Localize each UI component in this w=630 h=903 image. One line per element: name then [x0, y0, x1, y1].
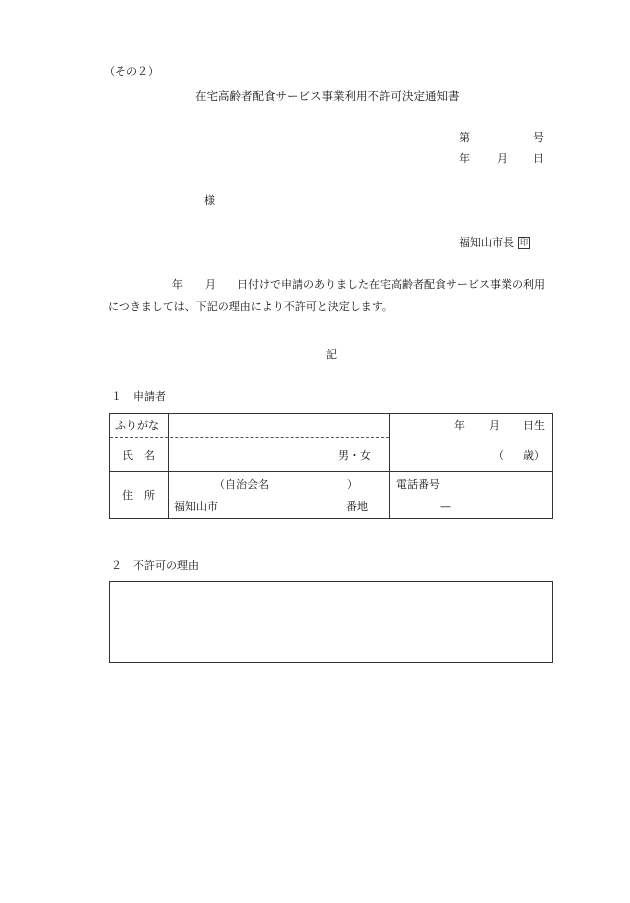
applicant-table	[109, 413, 553, 519]
city-name: 福知山市	[174, 500, 218, 513]
body-month: 月	[205, 278, 216, 291]
sender-name: 福知山市長	[459, 236, 514, 249]
doc-date-month: 月	[497, 152, 508, 165]
birth-month: 月	[489, 419, 500, 432]
name-label: 氏 名	[122, 449, 155, 462]
seal-mark: 印	[520, 238, 528, 247]
section1-heading: １ 申請者	[111, 390, 166, 403]
doc-date-year: 年	[459, 152, 470, 165]
phone-label: 電話番号	[396, 478, 440, 491]
doc-number-suffix: 号	[533, 131, 544, 144]
doc-date-day: 日	[533, 152, 544, 165]
recipient-honorific: 様	[204, 194, 215, 207]
body-line1: 日付けで申請のありました在宅高齢者配食サービス事業の利用	[237, 278, 545, 291]
address-label: 住 所	[122, 489, 155, 502]
age-open: （	[493, 449, 504, 462]
birth-column-divider	[389, 414, 390, 518]
birth-year: 年	[454, 419, 465, 432]
association-close: ）	[347, 478, 358, 491]
section2-heading: ２ 不許可の理由	[111, 559, 199, 572]
ki-marker: 記	[326, 348, 337, 361]
reason-box	[109, 581, 553, 663]
gender-options: 男・女	[338, 449, 371, 462]
association-open: （自治会名	[214, 478, 269, 491]
phone-dash: —	[440, 500, 451, 513]
form-number: （その２）	[104, 65, 159, 78]
banchi-label: 番地	[346, 500, 368, 513]
address-row-divider	[110, 471, 552, 472]
birth-day: 日生	[523, 419, 545, 432]
doc-number-prefix: 第	[459, 131, 470, 144]
furigana-dashed-divider	[110, 437, 389, 438]
age-close: 歳）	[523, 449, 545, 462]
label-column-divider	[168, 414, 169, 518]
document-title: 在宅高齢者配食サービス事業利用不許可決定通知書	[195, 89, 460, 103]
furigana-label: ふりがな	[115, 419, 159, 432]
body-year: 年	[172, 278, 183, 291]
sender	[459, 237, 530, 249]
body-line2: につきましては、下記の理由により不許可と決定します。	[108, 300, 393, 313]
